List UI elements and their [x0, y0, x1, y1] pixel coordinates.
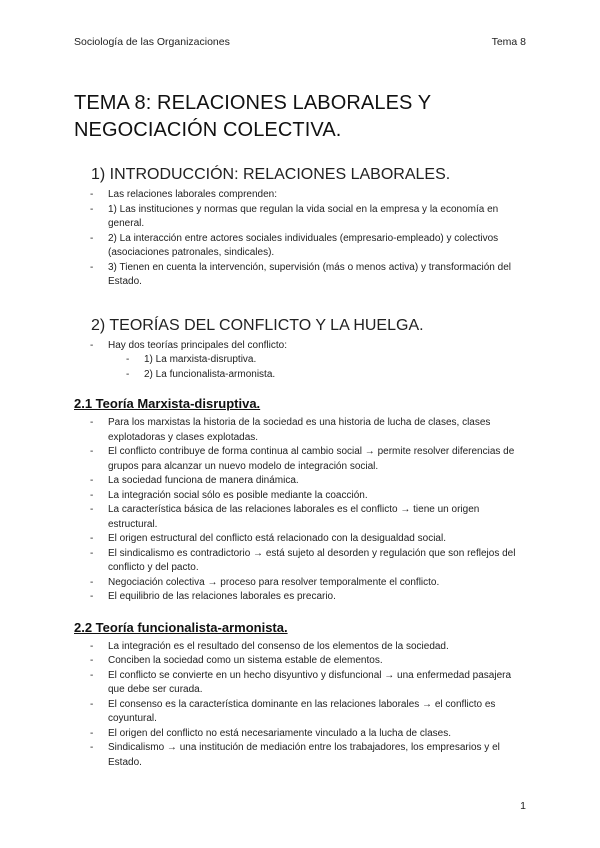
- list-item: - La integración es el resultado del consenso de los elementos de la sociedad.: [74, 640, 530, 655]
- list-item: - 2) La interacción entre actores sociales individuales (empresario-empleado) y colectivos (asociaciones patronales, sindicales).: [74, 232, 530, 261]
- section-2-1-heading: 2.1 Teoría Marxista-disruptiva.: [74, 396, 261, 411]
- section-2-sublist: [74, 353, 530, 382]
- list-item: - Para los marxistas la historia de la sociedad es una historia de lucha de clases, clases explotadoras y clases explotadas.: [74, 416, 530, 445]
- section-2-2-heading: 2.2 Teoría funcionalista-armonista.: [74, 619, 288, 635]
- list-item: - La característica básica de las relaciones laborales es el conflicto → tiene un origen estructural.: [74, 503, 530, 532]
- list-item: - Conciben la sociedad como un sistema estable de elementos.: [74, 654, 530, 669]
- list-item: - Sindicalismo → una institución de mediación entre los trabajadores, los empresarios y el Estado.: [74, 741, 530, 770]
- list-item: - 1) La marxista-disruptiva.: [74, 353, 530, 368]
- list-item: - El conflicto se convierte en un hecho disyuntivo y disfuncional → una enfermedad pasajera que debe ser curada.: [74, 669, 530, 698]
- section-1-heading: 1) INTRODUCCIÓN: RELACIONES LABORALES.: [91, 166, 451, 183]
- page-title: [74, 90, 534, 144]
- list-item: - Hay dos teorías principales del conflicto:: [74, 339, 530, 354]
- list-item: - El consenso es la característica dominante en las relaciones laborales → el conflicto es coyuntural.: [74, 698, 530, 727]
- page-number: 1: [520, 800, 526, 812]
- section-2-heading: 2) TEORÍAS DEL CONFLICTO Y LA HUELGA.: [91, 316, 424, 334]
- list-item: - 2) La funcionalista-armonista.: [74, 368, 530, 383]
- section-2-2-list: [74, 640, 530, 771]
- list-item: - Las relaciones laborales comprenden:: [74, 188, 530, 203]
- list-item: - El origen del conflicto no está necesariamente vinculado a la lucha de clases.: [74, 727, 530, 742]
- list-item: - El sindicalismo es contradictorio → está sujeto al desorden y regulación que son reflejos del conflicto y del pacto.: [74, 547, 530, 576]
- section-1-list: [74, 188, 530, 290]
- section-2-list: [74, 339, 530, 354]
- list-item: - La sociedad funciona de manera dinámica.: [74, 474, 530, 489]
- header-course: Sociología de las Organizaciones: [74, 36, 230, 48]
- title-line-1: TEMA 8: RELACIONES LABORALES Y: [74, 92, 432, 114]
- page-header: [74, 36, 526, 50]
- list-item: - El origen estructural del conflicto está relacionado con la desigualdad social.: [74, 532, 530, 547]
- title-line-2: NEGOCIACIÓN COLECTIVA.: [74, 119, 342, 141]
- list-item: - La integración social sólo es posible mediante la coacción.: [74, 489, 530, 504]
- section-2-1-list: [74, 416, 530, 605]
- list-item: - El conflicto contribuye de forma continua al cambio social → permite resolver diferencias de grupos para alcanzar un nuevo modelo de integración social.: [74, 445, 530, 474]
- list-item: - Negociación colectiva → proceso para resolver temporalmente el conflicto.: [74, 576, 530, 591]
- list-item: - 3) Tienen en cuenta la intervención, supervisión (más o menos activa) y transformación del Estado.: [74, 261, 530, 290]
- document-body: [74, 160, 530, 770]
- header-topic: Tema 8: [491, 36, 526, 48]
- list-item: - 1) Las instituciones y normas que regulan la vida social en la empresa y la economía en general.: [74, 203, 530, 232]
- list-item: - El equilibrio de las relaciones laborales es precario.: [74, 590, 530, 605]
